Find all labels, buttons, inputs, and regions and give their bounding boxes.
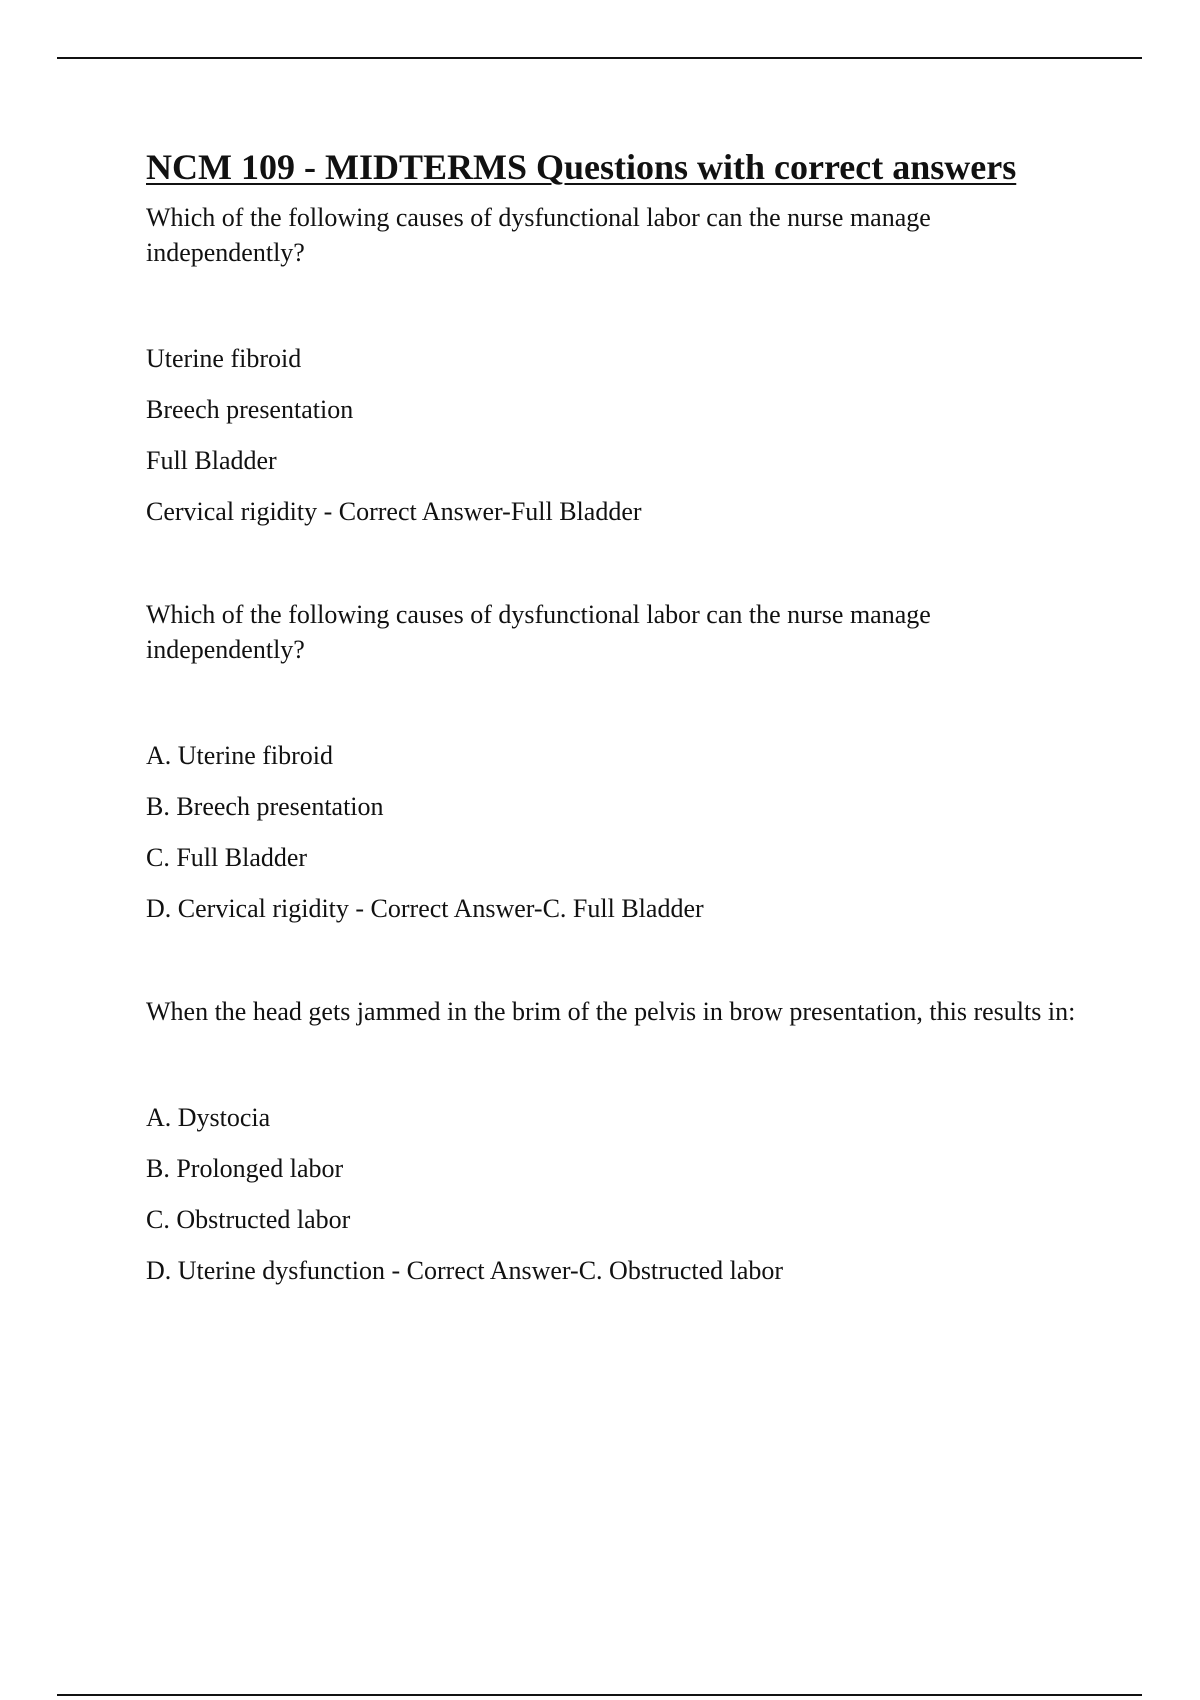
answer-options	[146, 739, 1076, 926]
answer-option: B. Prolonged labor	[146, 1154, 344, 1183]
document-title: NCM 109 - MIDTERMS Questions with correct answers	[146, 147, 1017, 187]
question-block-1	[146, 200, 1076, 529]
question-block-2	[146, 597, 1076, 926]
answer-option: Breech presentation	[146, 395, 354, 424]
answer-option: Full Bladder	[146, 446, 277, 475]
answer-options	[146, 342, 1076, 529]
top-divider	[57, 57, 1142, 59]
answer-option: A. Uterine fibroid	[146, 741, 334, 770]
question-text: When the head gets jammed in the brim of the pelvis in brow presentation, this results in:	[146, 997, 1076, 1026]
answer-option: C. Full Bladder	[146, 843, 308, 872]
answer-option-with-correct-answer: D. Cervical rigidity - Correct Answer-C. Full Bladder	[146, 894, 704, 923]
answer-options	[146, 1101, 1076, 1288]
answer-option: A. Dystocia	[146, 1103, 271, 1132]
answer-option-with-correct-answer: Cervical rigidity - Correct Answer-Full Bladder	[146, 497, 642, 526]
document-body	[146, 142, 1076, 1288]
question-text: Which of the following causes of dysfunctional labor can the nurse manage independently?	[146, 203, 931, 267]
answer-option-with-correct-answer: D. Uterine dysfunction - Correct Answer-C. Obstructed labor	[146, 1256, 784, 1285]
question-text: Which of the following causes of dysfunctional labor can the nurse manage independently?	[146, 600, 931, 664]
answer-option: B. Breech presentation	[146, 792, 384, 821]
question-block-3	[146, 994, 1076, 1288]
bottom-divider	[57, 1694, 1142, 1696]
answer-option: Uterine fibroid	[146, 344, 302, 373]
answer-option: C. Obstructed labor	[146, 1205, 351, 1234]
